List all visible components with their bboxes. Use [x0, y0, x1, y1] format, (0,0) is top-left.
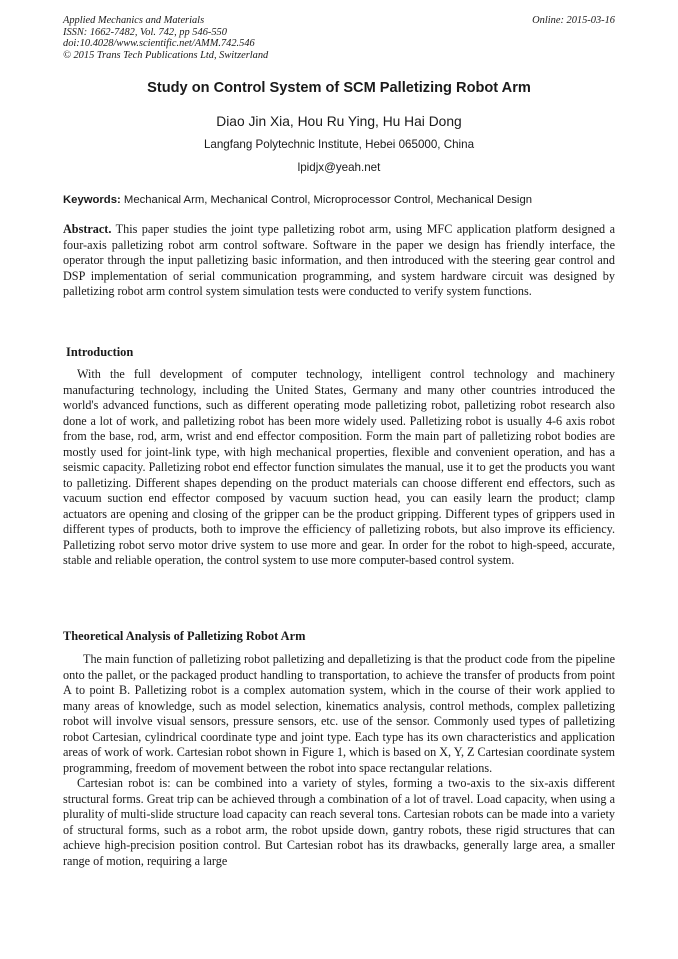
doi-line: doi:10.4028/www.scientific.net/AMM.742.546 [63, 38, 255, 50]
copyright-line: © 2015 Trans Tech Publications Ltd, Switzerland [63, 49, 269, 61]
abstract-label: Abstract. [63, 222, 112, 236]
theory-paragraph-1: The main function of palletizing robot palletizing and depalletizing is that the product code from the pipeline onto the pallet, or the packaged product handling to transportation, to achieve the transfer of products from point A to point B. Palletizing robot is a complex automation system, which in the course of their work applied to many areas of knowledge, such as model selection, kinematics analysis, control methods, complex palletizing robot will involve visual sensors, pressure sensors, etc. use of the sensor. Commonly used types of palletizing robot Cartesian, cylindrical coordinate type and joint type. Each type has its own characteristics and application areas of work of work. Cartesian robot shown in Figure 1, which is based on X, Y, Z Cartesian coordinate system programming, freedom of movement between the robot into space rectangular relations. [63, 652, 615, 775]
introduction-heading: Introduction [66, 345, 134, 359]
journal-name: Applied Mechanics and Materials [63, 15, 205, 26]
introduction-text: With the full development of computer technology, intelligent control technology and machinery manufacturing technology, including the United States, Germany and many other countries introduced the world's advanced functions, such as different operating mode palletizing robot, palletizing robot research also done a lot of work, and palletizing robot has been more widely used. Palletizing robot is usually 4-6 axis robot from the base, rod, arm, wrist and end effector composition. Form the main part of palletizing robot bodies are mostly used for joint-link type, with high mechanical properties, flexible and convenient operation, and has a seismic capacity. Palletizing robot end effector function simulates the manual, use it to get the products you want to palletizing. Different shapes depending on the product materials can choose different end effectors, such as vacuum suction end effector composed by vacuum suction head, you can easily learn the product; clamp actuators are opening and closing of the gripper can be the product gripping. Different types of grippers used in different types of products, both to improve the efficiency of palletizing robots, but also improve its efficiency. Palletizing robot servo motor drive system to use more and gear. In order for the robot to high-speed, accurate, stable and reliable operation, the control system to use more computer-based control system. [63, 367, 615, 567]
paper-title: Study on Control System of SCM Palletizing Robot Arm [147, 80, 531, 96]
theory-paragraph-2: Cartesian robot is: can be combined into a variety of styles, forming a two-axis to the six-axis different structural forms. Great trip can be achieved through a combination of a lot of travel. Load capacity, when using a plurality of multi-slide structure load capacity can reach several tons. Cartesian robots can be made into a variety of structural forms, such as a robot arm, the robot upside down, gantry robots, these rigid structures that can achieve high-precision position control. But Cartesian robot has its drawbacks, generally large area, a smaller range of motion, requiring a large [63, 776, 615, 868]
keywords-label: Keywords: [63, 194, 121, 206]
keywords [63, 194, 623, 206]
authors: Diao Jin Xia, Hou Ru Ying, Hu Hai Dong [216, 114, 462, 129]
author-email[interactable]: lpidjx@yeah.net [297, 161, 381, 174]
affiliation: Langfang Polytechnic Institute, Hebei 065000, China [203, 138, 475, 151]
theory-heading: Theoretical Analysis of Palletizing Robot Arm [63, 629, 306, 643]
abstract [63, 222, 615, 300]
abstract-text: This paper studies the joint type palletizing robot arm, using MFC application platform designed a four-axis palletizing robot arm control software. Software in the paper we design has friendly interface, the operator through the input palletizing basic information, and then introduced with the steering gear control and DSP implementation of serial communication programming, and system hardware circuit was designed by palletizing robot arm control system simulation tests were conducted to verify system functions. [63, 222, 616, 298]
journal-header [63, 15, 615, 61]
keywords-text: Mechanical Arm, Mechanical Control, Microprocessor Control, Mechanical Design [123, 194, 533, 206]
theory-section [63, 652, 615, 869]
online-date: Online: 2015-03-16 [532, 15, 615, 26]
issn-line: ISSN: 1662-7482, Vol. 742, pp 546-550 [63, 26, 227, 38]
